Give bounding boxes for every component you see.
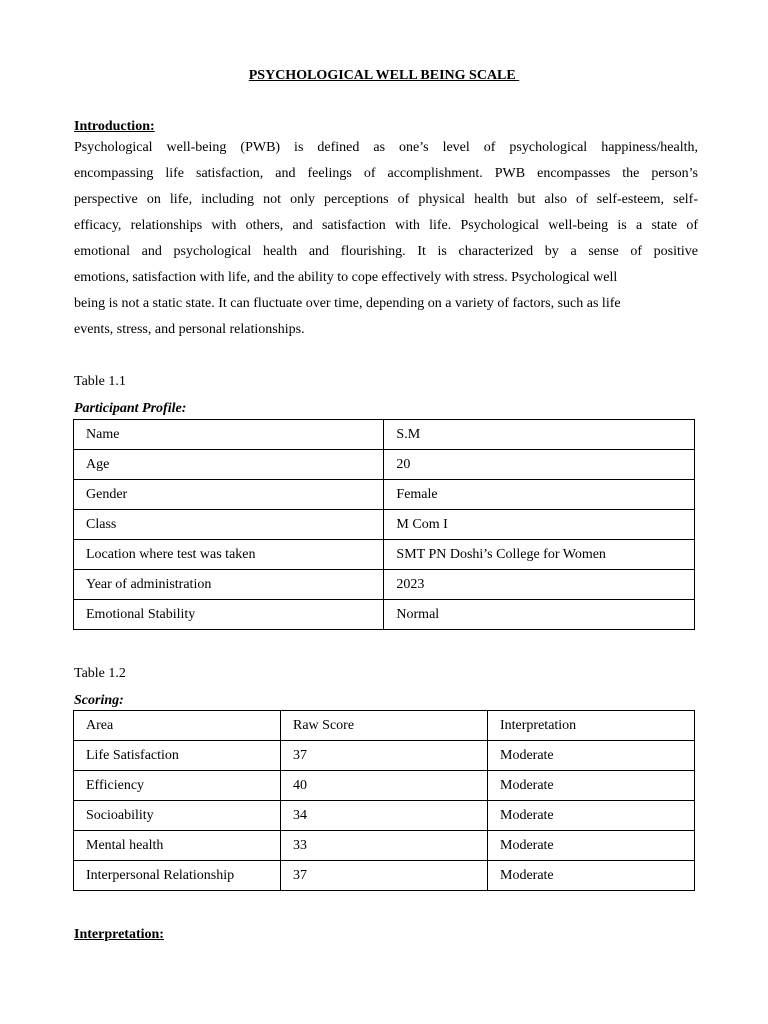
- table-cell: Name: [74, 420, 384, 450]
- column-header: Area: [74, 711, 281, 741]
- table-cell: 37: [281, 861, 488, 891]
- table1-label: Participant Profile:: [74, 401, 187, 416]
- table2-label: Scoring:: [74, 693, 124, 708]
- table-cell: Emotional Stability: [74, 600, 384, 630]
- scoring-table: [73, 710, 695, 891]
- document-title: PSYCHOLOGICAL WELL BEING SCALE: [248, 68, 520, 83]
- table-cell: 37: [281, 741, 488, 771]
- introduction-line: events, stress, and personal relationships.: [74, 322, 305, 337]
- table1-caption: Table 1.1: [74, 374, 126, 389]
- table-cell: Efficiency: [74, 771, 281, 801]
- introduction-paragraph: [74, 135, 698, 343]
- table2-caption: Table 1.2: [74, 666, 126, 681]
- table-cell: 34: [281, 801, 488, 831]
- table-cell: 40: [281, 771, 488, 801]
- table-cell: SMT PN Doshi’s College for Women: [384, 540, 695, 570]
- table-cell: Interpersonal Relationship: [74, 861, 281, 891]
- table-cell: Moderate: [488, 741, 695, 771]
- introduction-line: efficacy, relationships with others, and satisfaction with life. Psychological well-being is a state of: [74, 218, 698, 233]
- interpretation-heading: Interpretation:: [74, 927, 164, 942]
- table-cell: 33: [281, 831, 488, 861]
- table-row: [74, 420, 695, 450]
- introduction-line: perspective on life, including not only perceptions of physical health but also of self-esteem, self-: [74, 192, 698, 207]
- column-header: Raw Score: [281, 711, 488, 741]
- table-cell: Life Satisfaction: [74, 741, 281, 771]
- table-cell: Mental health: [74, 831, 281, 861]
- table-row: [74, 510, 695, 540]
- table-cell: M Com I: [384, 510, 695, 540]
- table-cell: Year of administration: [74, 570, 384, 600]
- table-cell: Moderate: [488, 801, 695, 831]
- table-row: [74, 741, 695, 771]
- table-cell: Socioability: [74, 801, 281, 831]
- table-row: [74, 480, 695, 510]
- introduction-line: being is not a static state. It can fluctuate over time, depending on a variety of factors, such as life: [74, 296, 621, 311]
- table-row: [74, 831, 695, 861]
- table-cell: 2023: [384, 570, 695, 600]
- table-row: [74, 600, 695, 630]
- table-row: [74, 861, 695, 891]
- table-cell: Moderate: [488, 771, 695, 801]
- introduction-line: emotional and psychological health and flourishing. It is characterized by a sense of positive: [74, 244, 698, 259]
- column-header: Interpretation: [488, 711, 695, 741]
- table-cell: Gender: [74, 480, 384, 510]
- table-cell: S.M: [384, 420, 695, 450]
- introduction-heading: Introduction:: [74, 119, 155, 134]
- table-row: [74, 450, 695, 480]
- introduction-line: Psychological well-being (PWB) is defined as one’s level of psychological happiness/health,: [74, 140, 698, 155]
- introduction-line: encompassing life satisfaction, and feelings of accomplishment. PWB encompasses the person’s: [74, 166, 698, 181]
- table-cell: Moderate: [488, 861, 695, 891]
- table-row: [74, 771, 695, 801]
- table-row: [74, 540, 695, 570]
- table-row: [74, 801, 695, 831]
- table-cell: Location where test was taken: [74, 540, 384, 570]
- table-cell: Age: [74, 450, 384, 480]
- table-cell: Class: [74, 510, 384, 540]
- table-cell: 20: [384, 450, 695, 480]
- table-cell: Moderate: [488, 831, 695, 861]
- table-cell: Normal: [384, 600, 695, 630]
- table-row: [74, 570, 695, 600]
- table-header-row: [74, 711, 695, 741]
- table-cell: Female: [384, 480, 695, 510]
- participant-profile-table: [73, 419, 695, 630]
- introduction-line: emotions, satisfaction with life, and the ability to cope effectively with stress. Psychological well: [74, 270, 618, 285]
